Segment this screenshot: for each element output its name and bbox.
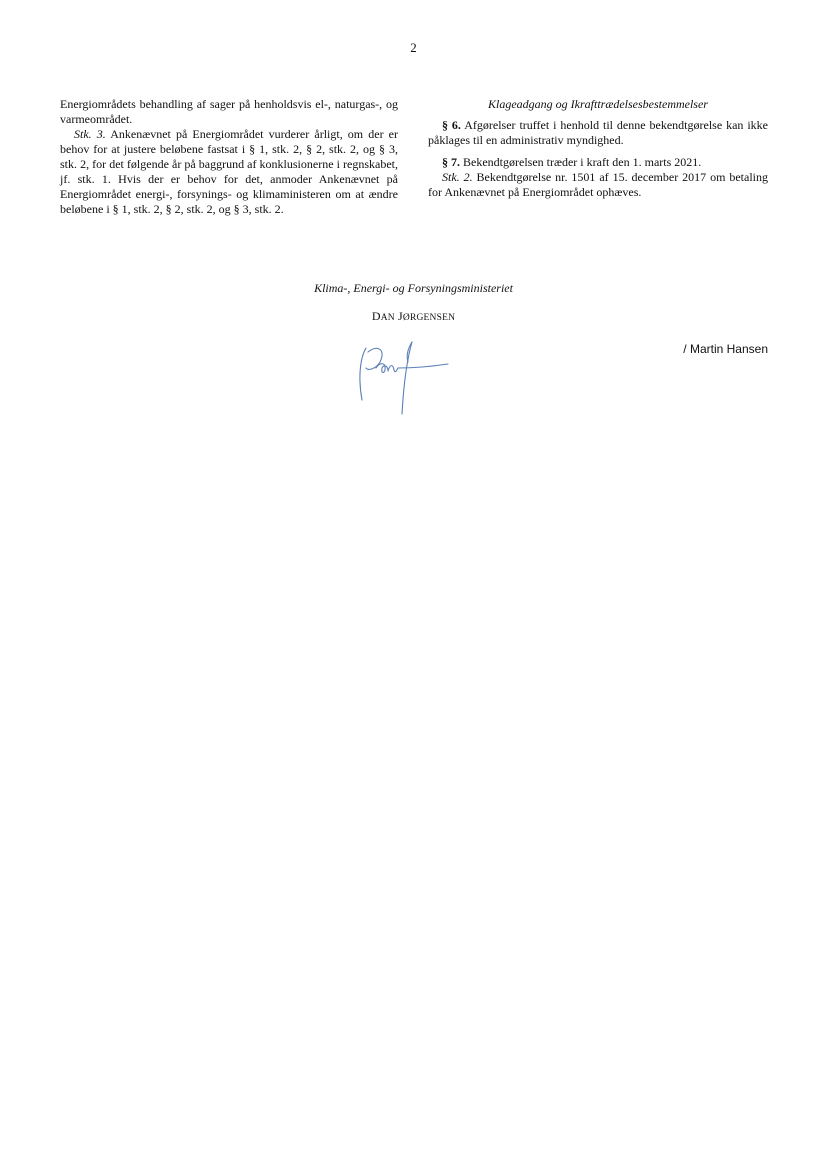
paragraph-continuation: Energiområdets behandling af sager på henholdsvis el-, naturgas-, og varmeområdet. [60, 97, 398, 126]
stk3-text: Ankenævnet på Energiområdet vurderer årligt, om der er behov for at justere beløbene fastsat i § 1, stk. 2, § 2, stk. 2, og § 3, stk. 2, for det følgende år på baggrund af konklusionerne i regnskabet, jf. stk. 1. Hvis der er behov for det, anmoder Ankenævnet på Energiområdet energi-, forsynings- og klimaministeren om at ændre beløbene i § 1, stk. 2, § 2, stk. 2, og § 3, stk. 2. [60, 127, 398, 216]
ministry-name: Klima-, Energi- og Forsyningsministeriet [314, 281, 513, 295]
paragraph-s7-stk2 [428, 170, 768, 200]
stk2-text: Bekendtgørelse nr. 1501 af 15. december 2017 om betaling for Ankenævnet på Energiområdet ophæves. [428, 170, 768, 199]
minister-last-initial: J [398, 309, 403, 323]
minister-first-rest: AN [380, 313, 395, 323]
countersign: / Martin Hansen [683, 342, 768, 356]
right-column [428, 97, 768, 200]
s7-text: Bekendtgørelsen træder i kraft den 1. marts 2021. [460, 155, 702, 169]
stk3-label: Stk. 3. [74, 127, 106, 141]
minister-last-rest: ØRGENSEN [402, 313, 456, 323]
paragraph-stk3 [60, 127, 398, 217]
minister-first-initial: D [371, 309, 381, 323]
page-number: 2 [410, 40, 417, 55]
s7-label: § 7. [442, 155, 460, 169]
minister-name [0, 309, 827, 326]
handwritten-signature [352, 338, 452, 418]
left-column [60, 97, 398, 217]
s6-label: § 6. [442, 118, 461, 132]
stk2-label: Stk. 2. [442, 170, 473, 184]
s6-text: Afgørelser truffet i henhold til denne bekendtgørelse kan ikke påklages til en administrativ myndighed. [428, 118, 769, 147]
section-heading: Klageadgang og Ikrafttrædelsesbestemmelser [488, 97, 708, 111]
paragraph-s7 [428, 155, 768, 170]
paragraph-s6 [428, 118, 768, 148]
